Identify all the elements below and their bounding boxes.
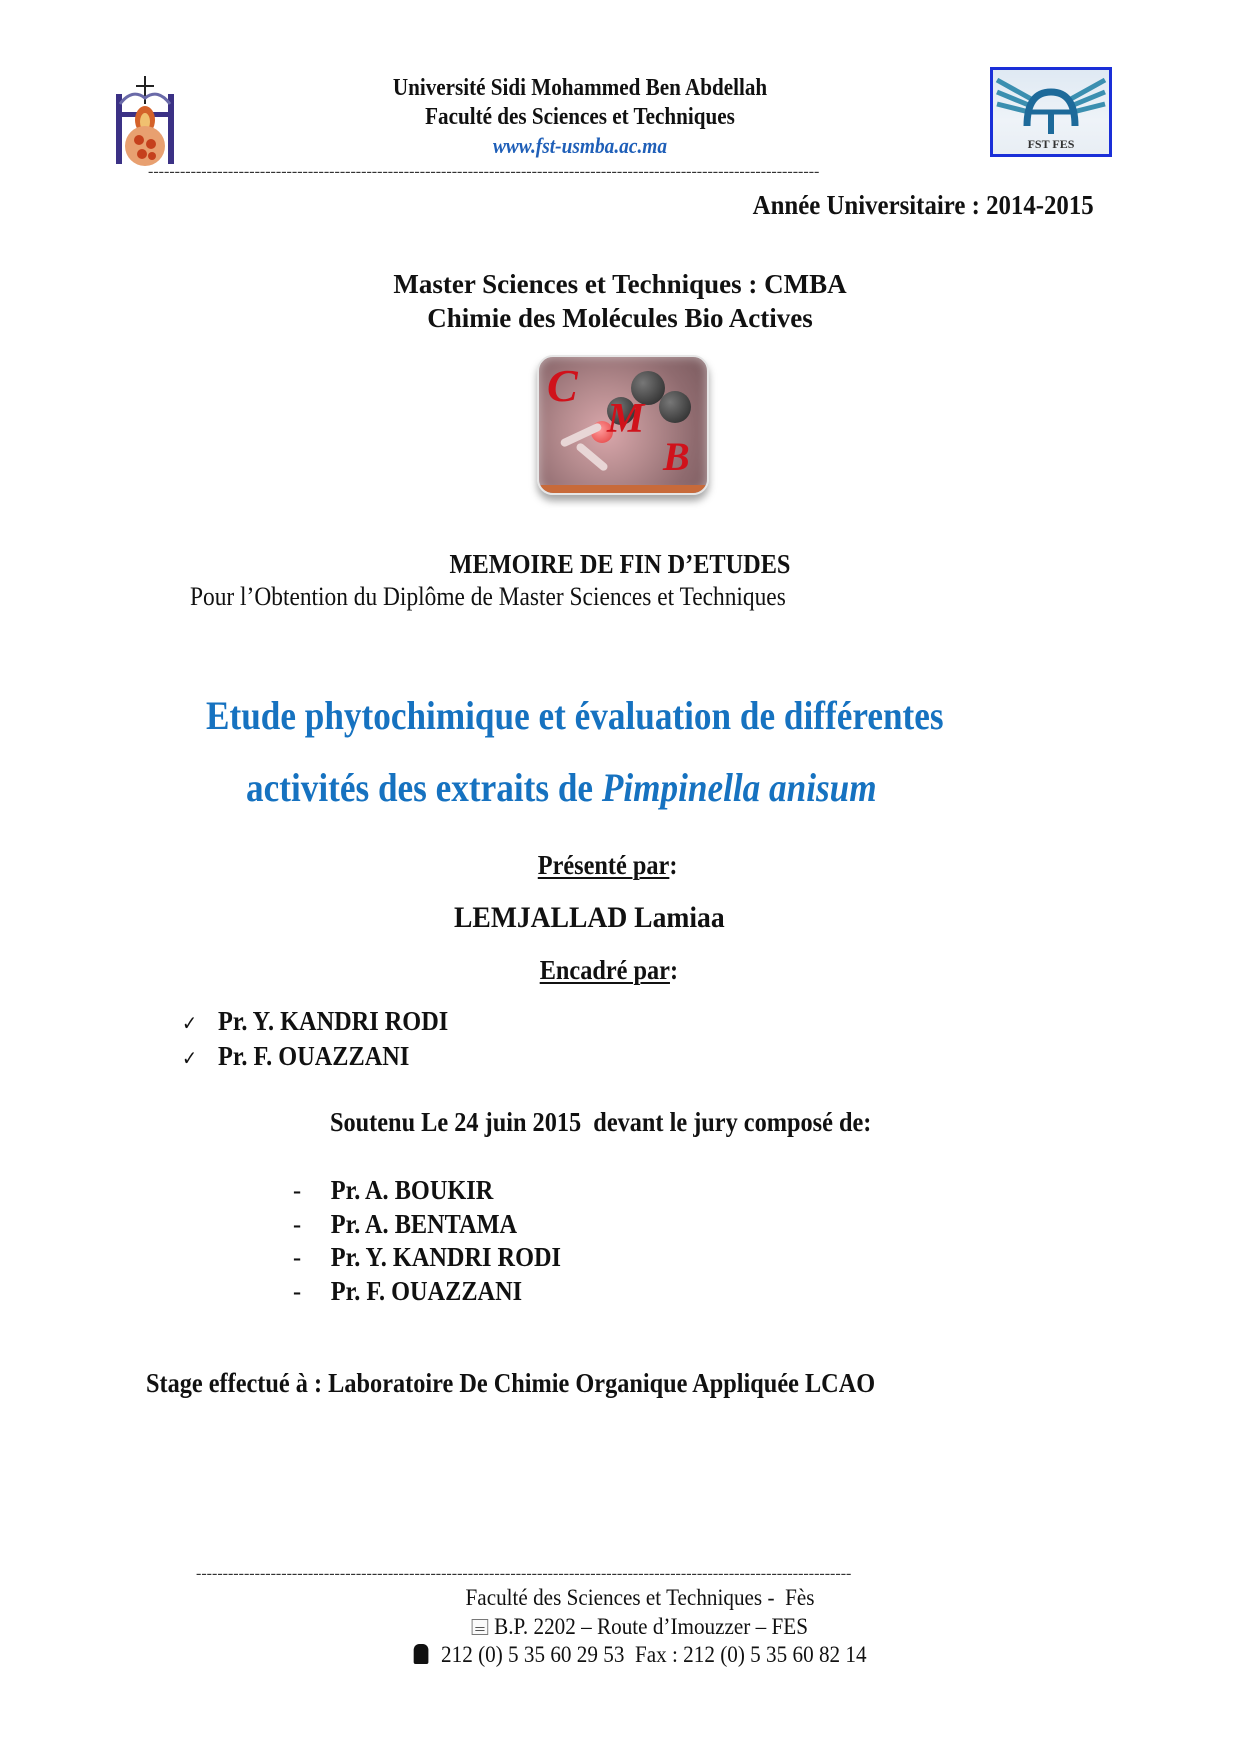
- supervised-by-label: Encadré par:: [539, 955, 679, 985]
- jury-list: [293, 1174, 591, 1308]
- jury-member: - Pr. A. BENTAMA: [293, 1208, 561, 1242]
- footer-phone: 212 (0) 5 35 60 29 53 Fax : 212 (0) 5 35 60 82 14: [272, 1641, 1008, 1670]
- footer-address: B.P. 2202 – Route d’Imouzzer – FES: [272, 1613, 1008, 1642]
- usmba-crest-logo: [112, 74, 178, 168]
- supervisor-item: ✓ Pr. F. OUAZZANI: [182, 1040, 448, 1075]
- institution-header: [300, 74, 860, 160]
- dash-bullet-icon: -: [293, 1175, 302, 1205]
- program-full-name: Chimie des Molécules Bio Actives: [427, 303, 813, 333]
- defense-statement: Soutenu Le 24 juin 2015 devant le jury composé de:: [330, 1107, 872, 1137]
- cmba-logo-letter-c: C: [547, 360, 578, 411]
- header-separator: ------------------------------------------------------------------------------------------------------------------------------: [148, 163, 820, 180]
- supervisor-item: ✓ Pr. Y. KANDRI RODI: [182, 1005, 448, 1040]
- student-name: LEMJALLAD Lamiaa: [454, 901, 725, 934]
- supervisor-list: [182, 1005, 478, 1075]
- mailbox-icon: [472, 1619, 489, 1635]
- presented-by-label: Présenté par:: [537, 850, 678, 880]
- dash-bullet-icon: -: [293, 1208, 302, 1239]
- dash-bullet-icon: -: [293, 1275, 302, 1306]
- program-name: Master Sciences et Techniques : CMBA: [393, 269, 847, 299]
- fst-fes-logo: [990, 67, 1112, 157]
- thesis-title-line-1: Etude phytochimique et évaluation de différentes: [206, 693, 944, 738]
- footer-faculty: Faculté des Sciences et Techniques - Fès: [465, 1585, 815, 1610]
- footer-contact: [240, 1584, 1040, 1670]
- dash-bullet-icon: -: [293, 1242, 302, 1272]
- cmba-logo: [537, 355, 709, 495]
- program-block: [320, 267, 920, 335]
- jury-member: - Pr. Y. KANDRI RODI: [293, 1241, 561, 1275]
- species-name: Pimpinella anisum: [601, 765, 877, 810]
- telephone-icon: [413, 1644, 428, 1664]
- checkmark-icon: ✓: [182, 1046, 198, 1070]
- university-name: Université Sidi Mohammed Ben Abdellah: [392, 75, 768, 101]
- faculty-name: Faculté des Sciences et Techniques: [425, 104, 735, 130]
- checkmark-icon: ✓: [182, 1011, 198, 1035]
- fst-fes-logo-text: FST FES: [1027, 137, 1075, 151]
- jury-member: - Pr. F. OUAZZANI: [293, 1275, 561, 1309]
- faculty-website-link[interactable]: www.fst-usmba.ac.ma: [492, 133, 668, 158]
- internship-location: Stage effectué à : Laboratoire De Chimie Organique Appliquée LCAO: [146, 1368, 876, 1398]
- footer-separator: ---------------------------------------------------------------------------------------------------------------------------: [196, 1565, 852, 1582]
- document-purpose: Pour l’Obtention du Diplôme de Master Sciences et Techniques: [190, 582, 786, 611]
- thesis-title-line-2: [246, 764, 877, 811]
- cmba-logo-letter-m: M: [607, 396, 645, 442]
- cmba-logo-letter-b: B: [663, 434, 690, 479]
- academic-year: Année Universitaire : 2014-2015: [752, 190, 1094, 220]
- jury-member: - Pr. A. BOUKIR: [293, 1174, 561, 1208]
- document-type: MEMOIRE DE FIN D’ETUDES: [449, 549, 791, 579]
- thesis-title-prefix: activités des extraits de: [246, 765, 602, 810]
